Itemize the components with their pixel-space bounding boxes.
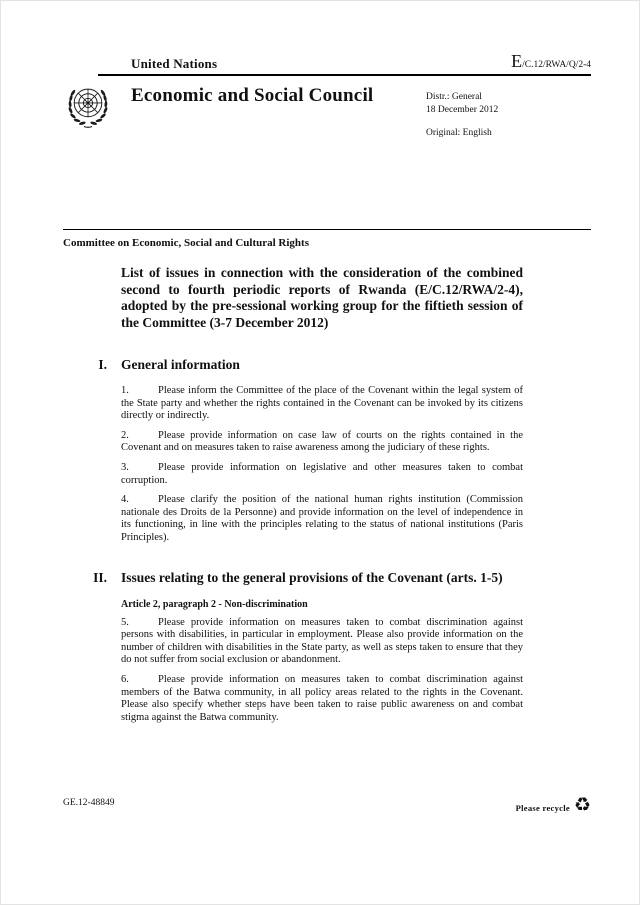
paragraph-5 [121, 617, 523, 667]
paragraph-number: 2. [121, 429, 129, 441]
paragraph-number: 3. [121, 461, 129, 473]
paragraph-1 [121, 385, 523, 423]
footer-reference: GE.12-48849 [63, 798, 115, 808]
paragraph-number: 1. [121, 385, 129, 396]
original-language-line: Original: English [426, 128, 492, 138]
article-subheading: Article 2, paragraph 2 - Non-discrimination [121, 598, 308, 610]
paragraph-text: Please clarify the position of the national human rights institution (Commission nationale des Droits de la Personne) and provide information on the level of independence in its functioning, in line with the principles relating to the status of national institutions (Paris Principles). [121, 494, 523, 543]
paragraph-number: 5. [121, 616, 129, 628]
paragraph-3 [121, 462, 523, 487]
document-symbol [511, 51, 591, 72]
committee-name: Committee on Economic, Social and Cultural Rights [63, 237, 309, 249]
masthead-rule [63, 229, 591, 230]
document-symbol-prefix: E [511, 51, 523, 71]
org-name: United Nations [131, 56, 218, 71]
paragraph-text: Please provide information on legislative and other measures taken to combat corruption. [121, 461, 523, 486]
distr-line: Distr.: General [426, 92, 482, 102]
paragraph-text: Please provide information on case law of courts on the rights contained in the Covenant and on measures taken to raise awareness among the judiciary of these rights. [121, 429, 523, 454]
paragraph-6 [121, 674, 523, 724]
footer-recycle [516, 795, 591, 815]
recycle-label: Please recycle [515, 803, 570, 813]
section-heading-general-information [98, 356, 523, 373]
date-line: 18 December 2012 [426, 105, 499, 115]
section-heading-general-provisions [93, 569, 523, 586]
paragraph-text: Please inform the Committee of the place of the Covenant within the legal system of the State party and whether the rights contained in the Covenant can be invoked by its citizens directly or indirectly. [121, 385, 523, 422]
paragraph-4 [121, 494, 523, 544]
section-heading-text: General information [121, 357, 240, 372]
section-numeral: II. [93, 569, 107, 585]
un-emblem-icon [62, 81, 114, 133]
paragraph-text: Please provide information on measures taken to combat discrimination against persons with disabilities, in particular in employment. Please also provide information on the number of children with disabilities in the State party, as well as steps taken to ensure that they do not suffer from social exclusion or abandonment. [121, 616, 523, 666]
document-title: List of issues in connection with the consideration of the combined second to fourth periodic reports of Rwanda (E/C.12/RWA/2-4), adopted by the pre-sessional working group for the fiftieth session of the Committee (3-7 December 2012) [121, 265, 523, 330]
paragraph-number: 6. [121, 673, 129, 685]
document-body [93, 265, 523, 731]
section-heading-text: Issues relating to the general provisions of the Covenant (arts. 1-5) [121, 569, 503, 585]
distribution-block [426, 91, 498, 140]
header-rule [98, 74, 591, 76]
paragraph-2 [121, 430, 523, 455]
paragraph-number: 4. [121, 494, 129, 506]
council-title: Economic and Social Council [131, 85, 374, 106]
paragraph-text: Please provide information on measures taken to combat discrimination against members of the Batwa community, in all policy areas related to the rights in the Covenant. Please also specify whether steps have been taken to raise public awareness on and combat stigma against the Batwa community. [121, 673, 523, 723]
document-symbol-rest: /C.12/RWA/Q/2-4 [522, 60, 591, 70]
recycle-icon: ♻ [573, 794, 591, 816]
section-numeral: I. [98, 357, 107, 372]
